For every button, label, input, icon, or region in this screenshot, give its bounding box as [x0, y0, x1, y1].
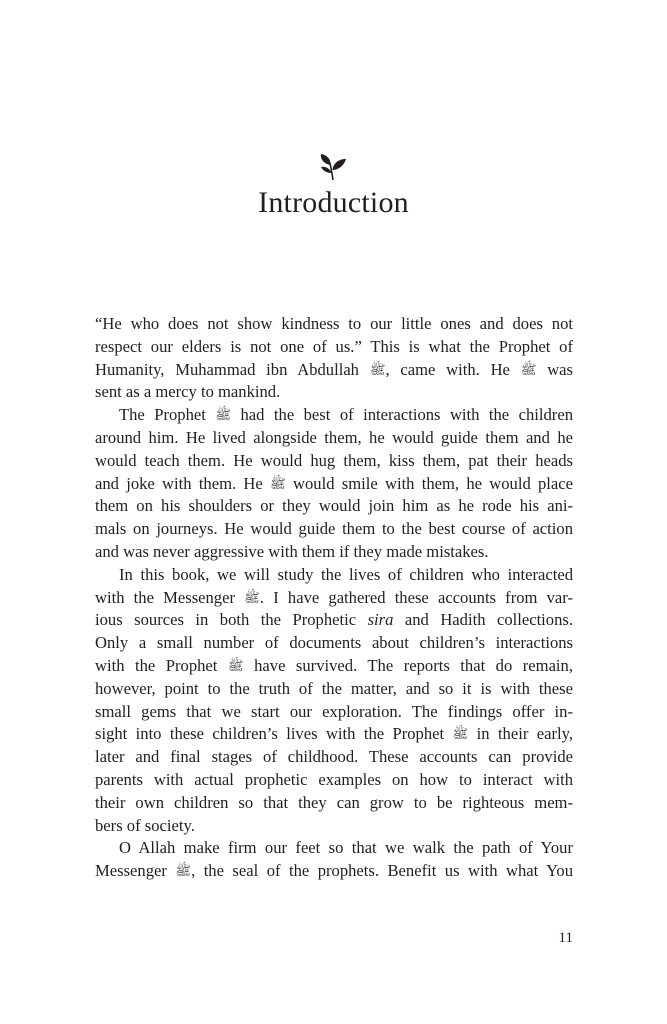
honorific-symbol: ﷺ [227, 658, 244, 674]
text-line: O Allah make firm our feet so that we walk the path of Your [119, 838, 573, 858]
honorific-symbol: ﷺ [452, 727, 469, 743]
text-line: and joke with them. He ﷺ would smile with them, he would place [95, 473, 573, 496]
text-line: around him. He lived alongside them, he would guide them and he [95, 427, 573, 447]
text-line: Messenger ﷺ, the seal of the prophets. Benefit us with what You [95, 860, 573, 883]
text-line: respect our elders is not one of us.” This is what the Prophet of [95, 336, 573, 356]
text-line: and was never aggressive with them if they made mistakes. [95, 541, 489, 561]
page-number: 11 [558, 930, 573, 946]
chapter-title: Introduction [258, 186, 409, 219]
text-line: with the Messenger ﷺ. I have gathered these accounts from var- [95, 587, 573, 610]
text-line: bers of society. [95, 815, 195, 835]
body-text [95, 313, 573, 883]
text-line: however, point to the truth of the matter, and so it is with these [95, 678, 573, 698]
text-line: ious sources in both the Prophetic sira and Hadith collections. [95, 610, 573, 630]
honorific-symbol: ﷺ [175, 864, 192, 880]
text-line: “He who does not show kindness to our little ones and does not [95, 314, 573, 333]
honorific-symbol: ﷺ [244, 590, 260, 606]
leaf-sprig-icon [318, 153, 348, 181]
text-line: sent as a mercy to mankind. [95, 382, 281, 402]
text-line: Humanity, Muhammad ibn Abdullah ﷺ, came with. He ﷺ was [95, 359, 573, 382]
text-line: their own children so that they can grow to be righteous mem- [95, 792, 573, 812]
text-line: with the Prophet ﷺ have survived. The reports that do remain, [95, 655, 573, 678]
text-line: parents with actual prophetic examples on how to interact with [95, 769, 573, 789]
honorific-symbol: ﷺ [215, 408, 232, 424]
honorific-symbol: ﷺ [270, 476, 286, 492]
text-line: Only a small number of documents about children’s interactions [95, 633, 573, 653]
text-line: In this book, we will study the lives of children who interacted [119, 564, 573, 584]
honorific-symbol: ﷺ [520, 362, 537, 378]
text-line: would teach them. He would hug them, kiss them, pat their heads [95, 450, 573, 470]
text-line: later and final stages of childhood. These accounts can provide [95, 747, 573, 767]
text-line: them on his shoulders or they would join him as he rode his ani- [95, 496, 573, 516]
text-line: small gems that we start our exploration. The findings offer in- [95, 701, 573, 721]
honorific-symbol: ﷺ [369, 362, 386, 378]
text-line: mals on journeys. He would guide them to the best course of action [95, 519, 573, 539]
text-line: sight into these children’s lives with the Prophet ﷺ in their early, [95, 723, 573, 746]
text-line: The Prophet ﷺ had the best of interactions with the children [95, 404, 573, 427]
italic-term: sira [367, 610, 394, 630]
